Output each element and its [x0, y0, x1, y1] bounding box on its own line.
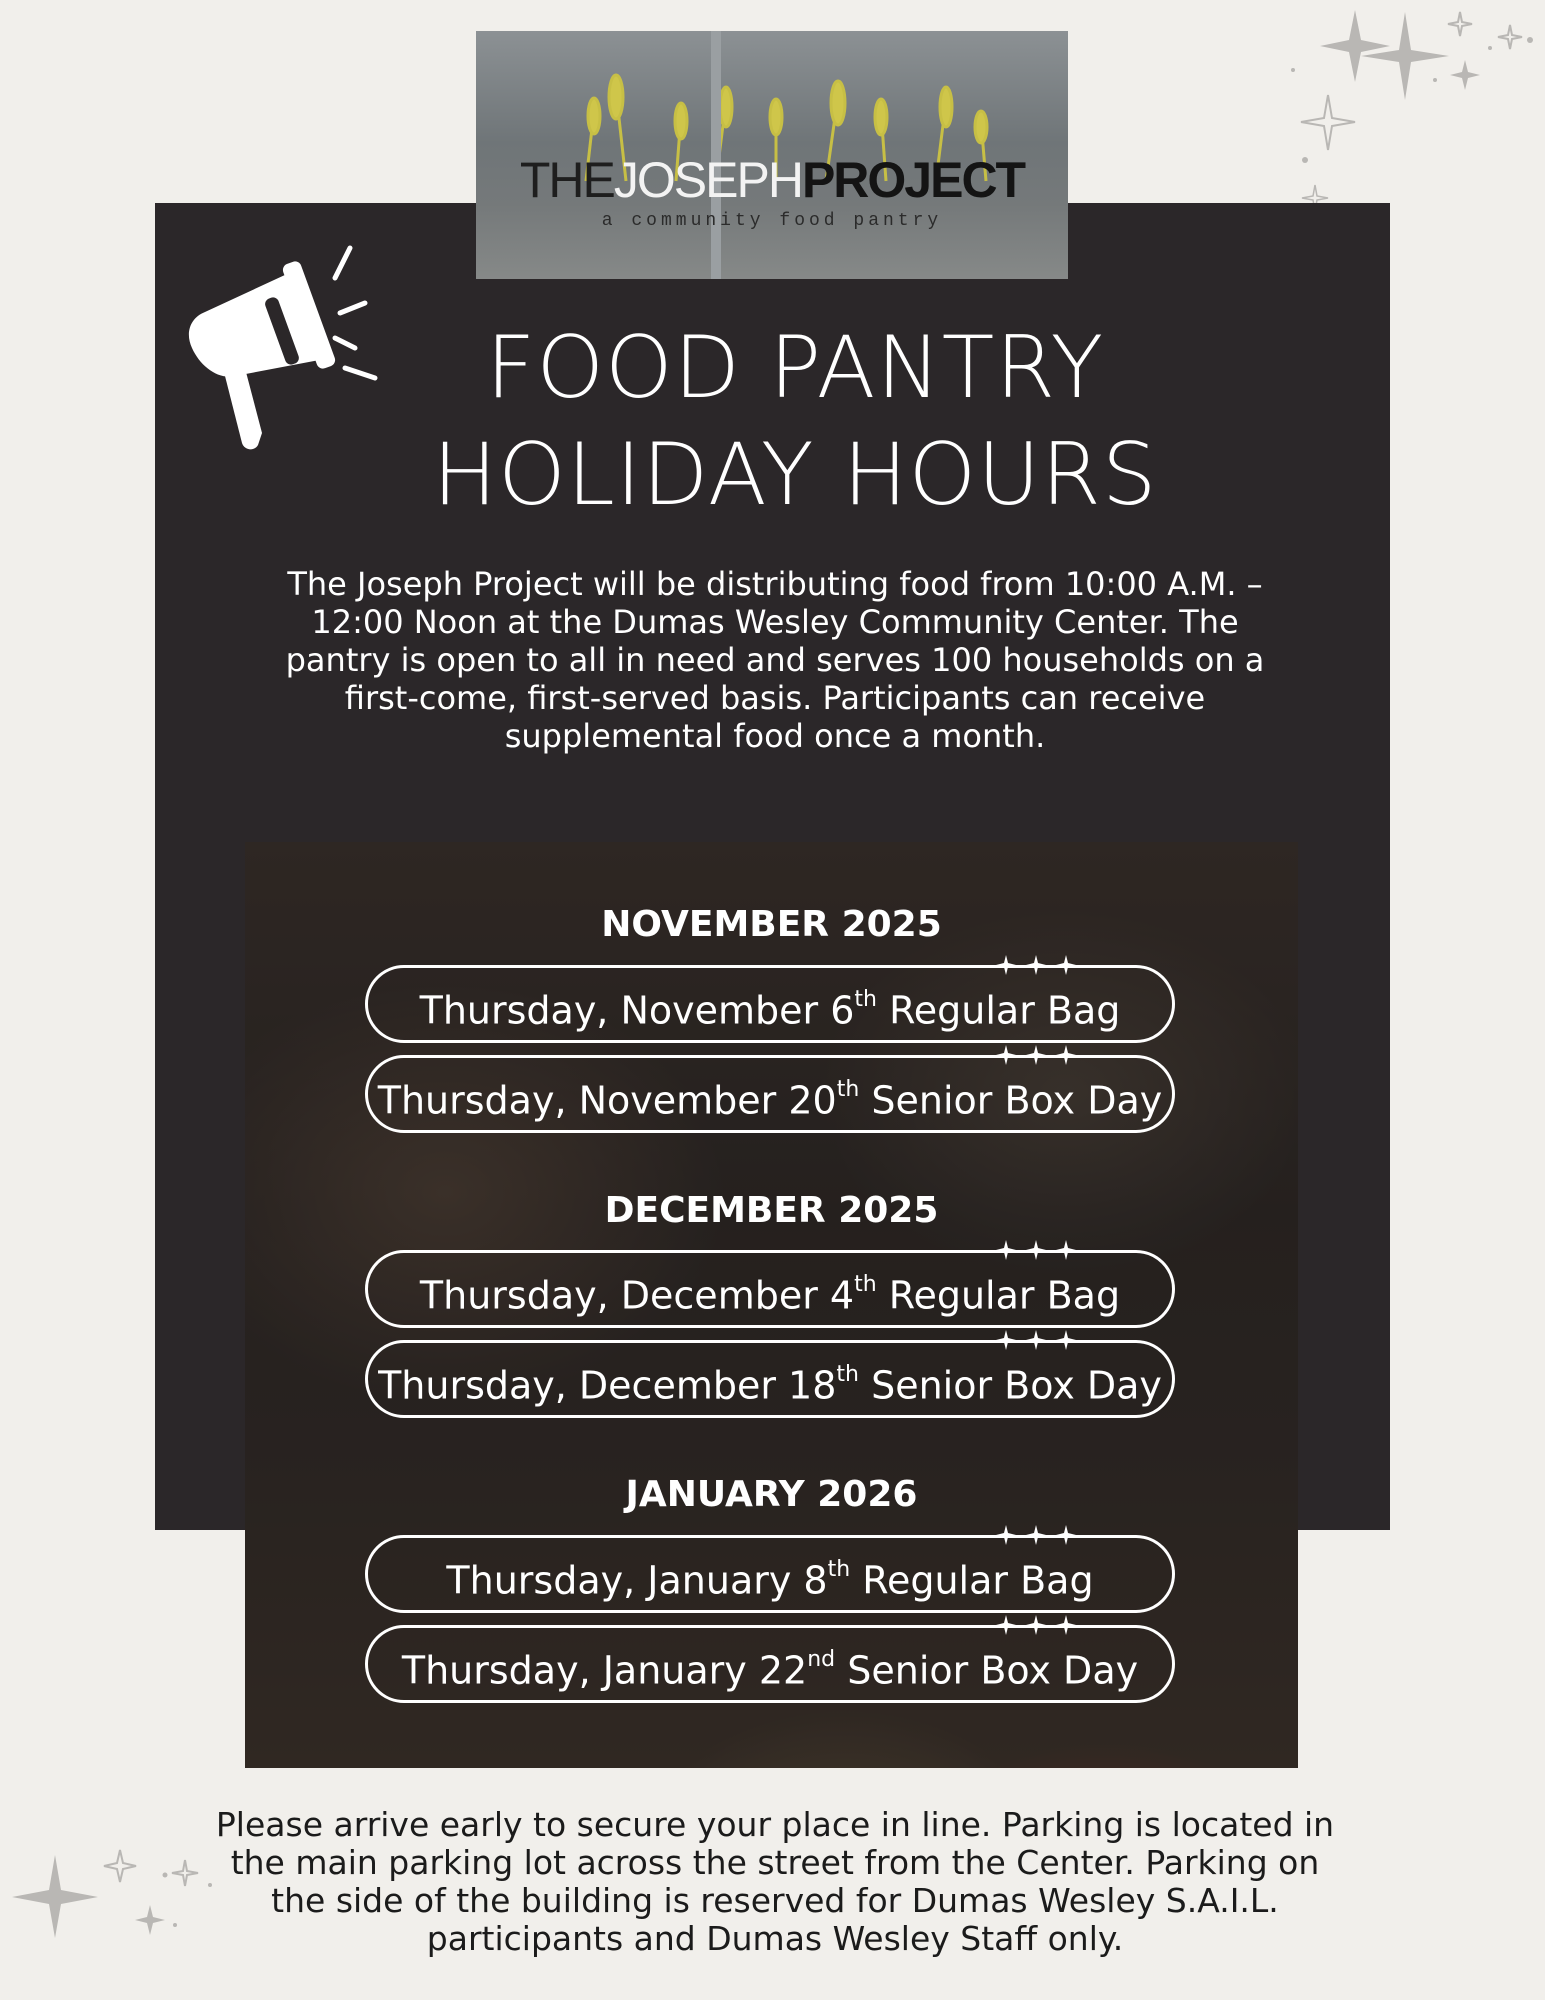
sparkle-icon — [1291, 10, 1533, 211]
month-heading-january: JANUARY 2026 — [625, 1474, 918, 1515]
date-type: Senior Box Day — [871, 1363, 1162, 1408]
date-pill — [365, 1055, 1175, 1133]
date-pill — [365, 1250, 1175, 1328]
intro-paragraph: The Joseph Project will be distributing food from 10:00 A.M. – 12:00 Noon at the Dumas Wesley Community Center. The pantry is open to all in need and serves 100 households on a first-come, first-served basis. Participants can receive supplemental food once a month. — [285, 565, 1265, 755]
date-type: Regular Bag — [888, 1273, 1121, 1318]
date-text: Thursday, December 18 — [378, 1363, 837, 1408]
logo-title-the: THE — [519, 152, 614, 208]
title-line-1: FOOD PANTRY — [485, 318, 1105, 418]
date-ordinal: th — [854, 987, 877, 1012]
date-ordinal: th — [854, 1272, 877, 1297]
month-heading-december: DECEMBER 2025 — [604, 1190, 939, 1231]
logo-subtitle: a community food pantry — [601, 211, 943, 231]
month-heading-november: NOVEMBER 2025 — [601, 904, 942, 945]
sparkle-icon — [986, 1609, 1126, 1641]
joseph-project-logo — [476, 31, 1068, 279]
date-type: Regular Bag — [862, 1558, 1094, 1603]
date-ordinal: th — [836, 1077, 860, 1102]
sparkles-decoration-bottom-left — [0, 1830, 230, 2000]
date-pill — [365, 1535, 1175, 1613]
sparkle-icon — [986, 1519, 1126, 1551]
date-text: Thursday, November 20 — [377, 1078, 837, 1123]
sparkle-icon — [986, 1324, 1126, 1356]
logo-title — [476, 151, 1068, 209]
sparkle-icon — [986, 1234, 1126, 1266]
date-pill — [365, 1625, 1175, 1703]
date-ordinal: th — [836, 1362, 859, 1387]
logo-title-project: PROJECT — [801, 152, 1025, 208]
sparkle-icon — [986, 1039, 1126, 1071]
date-ordinal: th — [827, 1557, 851, 1582]
date-text: Thursday, January 8 — [446, 1558, 828, 1603]
date-text: Thursday, December 4 — [419, 1273, 855, 1318]
date-type: Senior Box Day — [847, 1648, 1139, 1693]
date-ordinal: nd — [807, 1647, 836, 1672]
date-text: Thursday, November 6 — [419, 988, 855, 1033]
title-line-2: HOLIDAY HOURS — [432, 425, 1158, 525]
date-type: Senior Box Day — [871, 1078, 1163, 1123]
schedule-panel — [245, 842, 1298, 1768]
sparkle-icon — [12, 1850, 212, 1938]
date-type: Regular Bag — [889, 988, 1121, 1033]
logo-title-joseph: JOSEPH — [613, 152, 802, 208]
footer-paragraph: Please arrive early to secure your place in line. Parking is located in the main parking lot across the street from the Center. Parking on the side of the building is reserved for Dumas Wesley S.A.I.L. participants and Dumas Wesley Staff only. — [215, 1805, 1335, 1958]
date-pill — [365, 965, 1175, 1043]
date-pill — [365, 1340, 1175, 1418]
sparkle-icon — [986, 949, 1126, 981]
date-text: Thursday, January 22 — [401, 1648, 808, 1693]
